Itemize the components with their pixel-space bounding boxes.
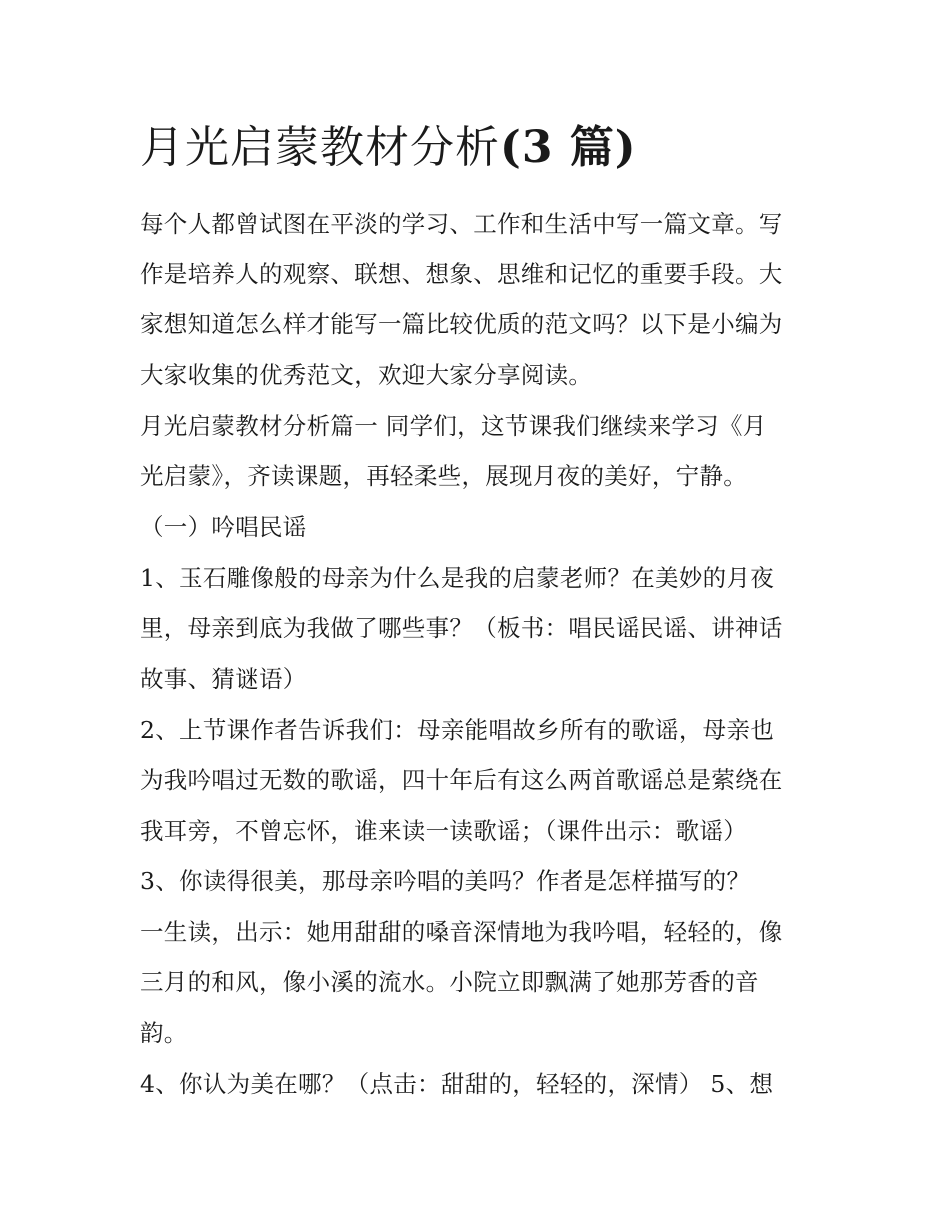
paragraph-line: 月光启蒙教材分析篇一 同学们，这节课我们继续来学习《月 (140, 412, 767, 440)
paragraph-line: 故事、猜谜语） (140, 665, 307, 693)
paragraph-line: 1、玉石雕像般的母亲为什么是我的启蒙老师？在美妙的月夜 (140, 564, 775, 592)
title-suffix-text: (3 篇) (500, 122, 637, 173)
paragraph-line: 家想知道怎么样才能写一篇比较优质的范文吗？以下是小编为 (140, 310, 783, 338)
section-heading: （一）吟唱民谣 (140, 513, 307, 541)
paragraph-line: 作是培养人的观察、联想、想象、思维和记忆的重要手段。大 (140, 260, 783, 288)
title-main-text: 月光启蒙教材分析 (140, 122, 500, 173)
paragraph-line: 我耳旁，不曾忘怀，谁来读一读歌谣；（课件出示：歌谣） (140, 817, 748, 845)
paragraph-line: 3、你读得很美，那母亲吟唱的美吗？作者是怎样描写的？ (140, 867, 751, 895)
paragraph-line: 韵。 (140, 1019, 188, 1047)
document-title (140, 112, 637, 184)
paragraph-line: 为我吟唱过无数的歌谣，四十年后有这么两首歌谣总是萦绕在 (140, 766, 783, 794)
paragraph-line: 一生读，出示：她用甜甜的嗓音深情地为我吟唱，轻轻的，像 (140, 918, 783, 946)
paragraph-line: 光启蒙》，齐读课题，再轻柔些，展现月夜的美好，宁静。 (140, 462, 748, 490)
paragraph-line: 大家收集的优秀范文，欢迎大家分享阅读。 (140, 361, 593, 389)
paragraph-line: 4、你认为美在哪？（点击：甜甜的，轻轻的，深情） 5、想 (140, 1070, 774, 1098)
paragraph-line: 里，母亲到底为我做了哪些事？（板书：唱民谣民谣、讲神话 (140, 614, 783, 642)
paragraph-line: 2、上节课作者告诉我们：母亲能唱故乡所有的歌谣，母亲也 (140, 716, 775, 744)
paragraph-line: 三月的和风，像小溪的流水。小院立即飘满了她那芳香的音 (140, 968, 759, 996)
paragraph-line: 每个人都曾试图在平淡的学习、工作和生活中写一篇文章。写 (140, 210, 783, 238)
